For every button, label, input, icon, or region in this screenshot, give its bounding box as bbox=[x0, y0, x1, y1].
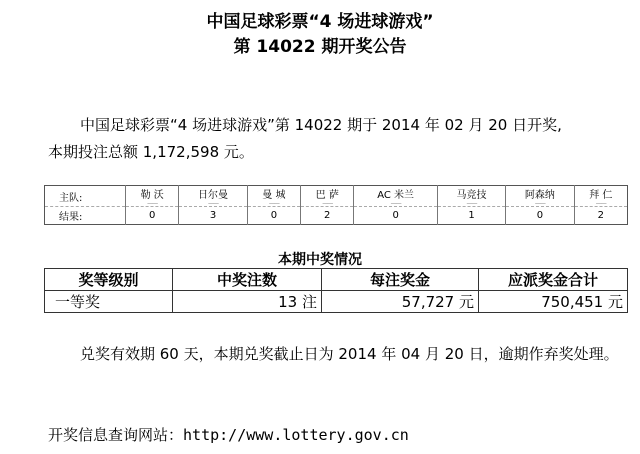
team-cell bbox=[247, 186, 300, 207]
team-cell bbox=[574, 186, 627, 207]
team-name: AC 米兰 bbox=[377, 190, 415, 201]
team-separator: —— bbox=[595, 200, 606, 207]
result-cell: 0 bbox=[247, 207, 300, 225]
team-name: 阿森纳 bbox=[524, 190, 555, 201]
team-separator: —— bbox=[208, 200, 219, 207]
team-name: 拜 仁 bbox=[589, 190, 613, 201]
prize-section-title: 本期中奖情况 bbox=[278, 252, 362, 268]
site-url-link[interactable]: http://www.lottery.gov.cn bbox=[183, 426, 409, 444]
result-cell: 2 bbox=[301, 207, 354, 225]
team-cell bbox=[179, 186, 247, 207]
header-count: 中奖注数 bbox=[173, 269, 322, 291]
prize-per-bet: 57,727 元 bbox=[322, 291, 479, 313]
site-label: 开奖信息查询网站： bbox=[48, 426, 184, 444]
prize-header-row bbox=[45, 269, 628, 291]
team-cell bbox=[126, 186, 179, 207]
result-cell: 1 bbox=[437, 207, 505, 225]
result-cell: 2 bbox=[574, 207, 627, 225]
team-separator: —— bbox=[390, 200, 401, 207]
team-cell bbox=[437, 186, 505, 207]
team-separator: —— bbox=[322, 200, 333, 207]
intro-paragraph bbox=[48, 112, 628, 166]
team-name: 曼 城 bbox=[262, 190, 286, 201]
team-name: 巴 萨 bbox=[315, 190, 339, 201]
team-separator: —— bbox=[466, 200, 477, 207]
result-cell: 0 bbox=[126, 207, 179, 225]
header-per-bet: 每注奖金 bbox=[322, 269, 479, 291]
result-cell: 3 bbox=[179, 207, 247, 225]
team-name: 日尔曼 bbox=[198, 190, 229, 201]
team-name: 马竞技 bbox=[456, 190, 487, 201]
table-row bbox=[45, 291, 628, 313]
team-cell bbox=[354, 186, 437, 207]
result-cell: 0 bbox=[354, 207, 437, 225]
team-separator: —— bbox=[268, 200, 279, 207]
result-row bbox=[45, 207, 628, 225]
home-label: 主队: bbox=[45, 186, 126, 207]
intro-line-2: 本期投注总额 1,172,598 元。 bbox=[48, 143, 254, 161]
info-site bbox=[48, 424, 409, 445]
announcement-title: 中国足球彩票“4 场进球游戏” bbox=[206, 12, 434, 32]
header-total: 应派奖金合计 bbox=[479, 269, 628, 291]
match-table bbox=[44, 185, 628, 225]
prize-total: 750,451 元 bbox=[479, 291, 628, 313]
announcement-issue: 第 14022 期开奖公告 bbox=[233, 37, 407, 57]
prize-table bbox=[44, 268, 628, 313]
team-name: 勒 沃 bbox=[140, 190, 164, 201]
team-separator: —— bbox=[147, 200, 158, 207]
claim-notice-text: 兑奖有效期 60 天，本期兑奖截止日为 2014 年 04 月 20 日，逾期作弃奖处理。 bbox=[80, 345, 619, 363]
claim-notice bbox=[48, 343, 628, 365]
team-separator: —— bbox=[534, 200, 545, 207]
team-cell bbox=[506, 186, 574, 207]
team-cell bbox=[301, 186, 354, 207]
result-cell: 0 bbox=[506, 207, 574, 225]
team-row bbox=[45, 186, 628, 207]
intro-line-1: 中国足球彩票“4 场进球游戏”第 14022 期于 2014 年 02 月 20 日开奖, bbox=[80, 116, 562, 134]
result-label: 结果: bbox=[59, 212, 83, 223]
prize-level: 一等奖 bbox=[45, 291, 173, 313]
prize-count: 13 注 bbox=[173, 291, 322, 313]
header-level: 奖等级别 bbox=[45, 269, 173, 291]
